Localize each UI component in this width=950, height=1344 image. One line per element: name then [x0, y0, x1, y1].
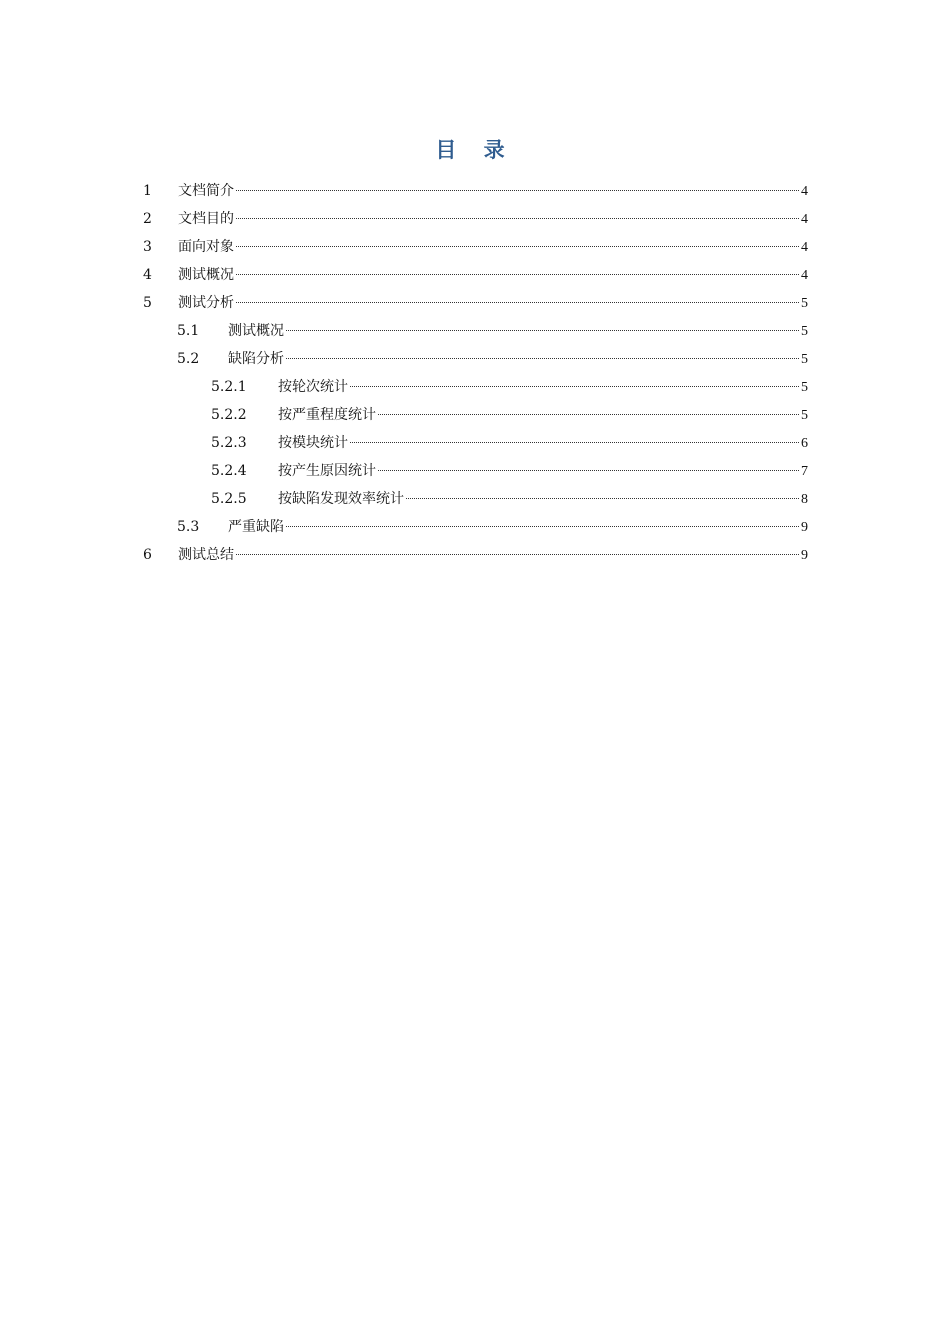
toc-entry-page: 5: [801, 408, 808, 423]
toc-entry-page: 4: [801, 212, 808, 227]
dot-leader: [236, 553, 799, 555]
toc-entry-label: 测试概况: [228, 323, 284, 339]
toc-entry-label: 按产生原因统计: [278, 463, 376, 479]
toc-entry-label: 按轮次统计: [278, 379, 348, 395]
toc-entry-leader: [178, 541, 808, 570]
dot-leader: [236, 273, 799, 275]
dot-leader: [406, 497, 799, 499]
toc-entry-number: 5.2.1: [211, 379, 247, 395]
toc-entry-number: 4: [143, 267, 152, 283]
dot-leader: [350, 441, 799, 443]
toc-entry-page: 5: [801, 380, 808, 395]
toc-entry-number: 5.2.3: [211, 435, 247, 451]
toc-entry-page: 5: [801, 296, 808, 311]
dot-leader: [286, 525, 799, 527]
toc-entry[interactable]: [0, 401, 950, 429]
toc-entry-label: 文档简介: [178, 183, 234, 199]
toc-entry-leader: [278, 373, 808, 402]
toc-entry-leader: [278, 401, 808, 430]
toc-entry-number: 5.3: [177, 519, 200, 535]
toc-entry-page: 4: [801, 184, 808, 199]
dot-leader: [236, 245, 799, 247]
toc-entry-number: 6: [143, 547, 152, 563]
toc-entry-label: 测试分析: [178, 295, 234, 311]
toc-entry-leader: [178, 233, 808, 262]
toc-entry[interactable]: [0, 541, 950, 569]
toc-entry-leader: [178, 289, 808, 318]
toc-entry-label: 按严重程度统计: [278, 407, 376, 423]
dot-leader: [378, 469, 799, 471]
toc-entry-label: 测试总结: [178, 547, 234, 563]
toc-entry-page: 8: [801, 492, 808, 507]
toc-entry[interactable]: [0, 205, 950, 233]
toc-entry[interactable]: [0, 317, 950, 345]
toc-entry-leader: [278, 429, 808, 458]
dot-leader: [286, 357, 799, 359]
toc-entry-leader: [178, 261, 808, 290]
toc-entry-label: 按缺陷发现效率统计: [278, 491, 404, 507]
toc-entry-number: 5.2.4: [211, 463, 247, 479]
toc-entry[interactable]: [0, 429, 950, 457]
toc-entry-number: 1: [143, 183, 152, 199]
toc-entry-leader: [278, 485, 808, 514]
toc-entry[interactable]: [0, 457, 950, 485]
dot-leader: [236, 189, 799, 191]
toc-entry-label: 测试概况: [178, 267, 234, 283]
toc-entry-leader: [178, 177, 808, 206]
toc-entry-page: 7: [801, 464, 808, 479]
toc-entry-number: 5.2.2: [211, 407, 247, 423]
toc-entry-page: 4: [801, 268, 808, 283]
toc-entry-page: 4: [801, 240, 808, 255]
toc-entry[interactable]: [0, 177, 950, 205]
toc-entry-label: 按模块统计: [278, 435, 348, 451]
toc-entry-number: 5.2: [177, 351, 200, 367]
toc-entry[interactable]: [0, 233, 950, 261]
toc-entry-leader: [228, 345, 808, 374]
toc-title: 目 录: [435, 138, 515, 162]
toc-entry-page: 9: [801, 520, 808, 535]
toc-entry[interactable]: [0, 289, 950, 317]
toc-entry-number: 5.2.5: [211, 491, 247, 507]
toc-entry-label: 严重缺陷: [228, 519, 284, 535]
toc-entry-number: 5: [143, 295, 152, 311]
toc-entry-page: 5: [801, 324, 808, 339]
toc-entry[interactable]: [0, 261, 950, 289]
toc-entry-number: 2: [143, 211, 152, 227]
toc-entry-number: 5.1: [177, 323, 200, 339]
dot-leader: [286, 329, 799, 331]
toc-entry-leader: [228, 317, 808, 346]
toc-entry-page: 9: [801, 548, 808, 563]
toc-entry-label: 缺陷分析: [228, 351, 284, 367]
toc-list: [0, 177, 950, 569]
toc-entry-label: 面向对象: [178, 239, 234, 255]
toc-entry[interactable]: [0, 345, 950, 373]
dot-leader: [350, 385, 799, 387]
toc-entry-label: 文档目的: [178, 211, 234, 227]
dot-leader: [236, 301, 799, 303]
dot-leader: [378, 413, 799, 415]
toc-entry-number: 3: [143, 239, 152, 255]
toc-entry[interactable]: [0, 513, 950, 541]
dot-leader: [236, 217, 799, 219]
toc-entry-page: 6: [801, 436, 808, 451]
toc-entry-page: 5: [801, 352, 808, 367]
toc-entry-leader: [228, 513, 808, 542]
toc-entry-leader: [278, 457, 808, 486]
toc-entry-leader: [178, 205, 808, 234]
toc-entry[interactable]: [0, 485, 950, 513]
toc-entry[interactable]: [0, 373, 950, 401]
